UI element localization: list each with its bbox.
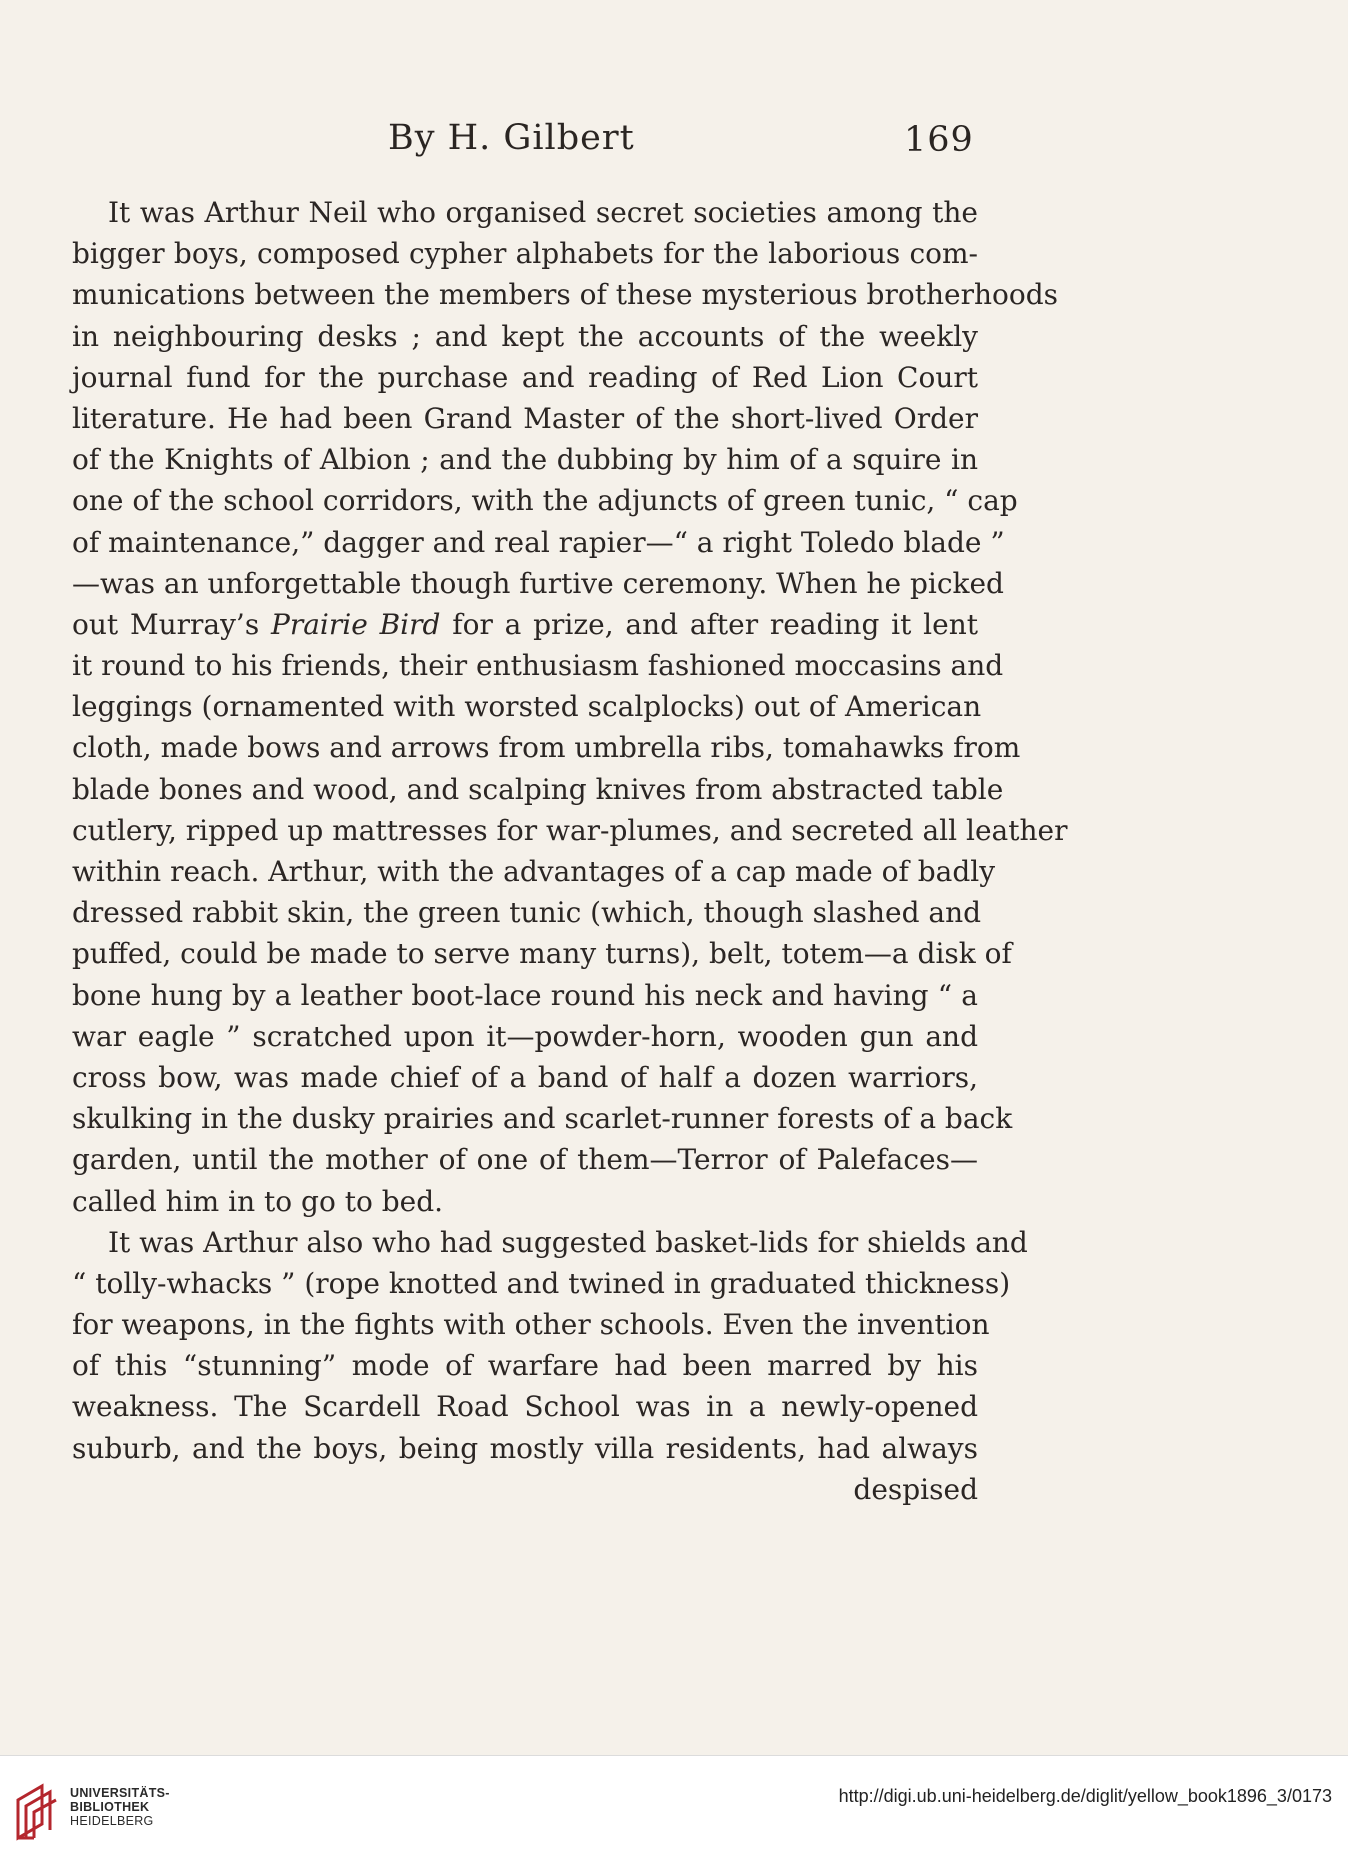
text-line: one of the school corridors, with the adjuncts of green tunic, “ cap <box>72 484 1018 518</box>
text-line: suburb, and the boys, being mostly villa residents, had always <box>72 1431 978 1465</box>
page-header <box>0 118 1348 168</box>
text-line: cloth, made bows and arrows from umbrella ribs, tomahawks from <box>72 731 1021 765</box>
text-line: cross bow, was made chief of a band of half a dozen warriors, <box>72 1060 978 1094</box>
body-text <box>72 192 1068 1510</box>
text-line: It was Arthur Neil who organised secret societies among the <box>108 196 978 229</box>
text-line: blade bones and wood, and scalping knives from abstracted table <box>72 772 1004 806</box>
running-head: By H. Gilbert <box>388 118 635 158</box>
text-line: of this “stunning” mode of warfare had been marred by his <box>72 1349 978 1383</box>
library-name-line: BIBLIOTHEK <box>70 1800 150 1814</box>
text-line: out Murray’s Prairie Bird for a prize, and after reading it lent <box>72 607 978 641</box>
text-line: war eagle ” scratched upon it—powder-horn, wooden gun and <box>72 1019 978 1053</box>
library-name[interactable] <box>70 1786 170 1828</box>
text-line: for weapons, in the fights with other schools. Even the invention <box>72 1308 990 1342</box>
text-line: literature. He had been Grand Master of the short-lived Order <box>72 401 978 435</box>
text-line: cutlery, ripped up mattresses for war-plumes, and secreted all leather <box>72 813 1068 847</box>
source-url-link[interactable]: http://digi.ub.uni-heidelberg.de/diglit/yellow_book1896_3/0173 <box>838 1786 1332 1806</box>
text-line: It was Arthur also who had suggested basket-lids for shields and <box>108 1225 1028 1259</box>
text-line: of maintenance,” dagger and real rapier—“ a right Toledo blade ” <box>72 525 1005 559</box>
text-line: leggings (ornamented with worsted scalplocks) out of American <box>72 690 982 724</box>
library-name-line: UNIVERSITÄTS- <box>70 1786 170 1800</box>
text-line: bone hung by a leather boot-lace round his neck and having “ a <box>72 978 978 1012</box>
text-line: weakness. The Scardell Road School was in a newly-opened <box>72 1390 978 1424</box>
book-title: Prairie Bird <box>271 607 441 641</box>
text-line: —was an unforgettable though furtive ceremony. When he picked <box>72 566 1004 600</box>
text-line: munications between the members of these mysterious brotherhoods <box>72 278 1059 312</box>
viewer-footer <box>0 1755 1348 1874</box>
text-line: skulking in the dusky prairies and scarlet-runner forests of a back <box>72 1102 1013 1136</box>
text-line: journal fund for the purchase and reading of Red Lion Court <box>72 360 978 394</box>
text-line: dressed rabbit skin, the green tunic (which, though slashed and <box>72 896 982 930</box>
text-line: puffed, could be made to serve many turns), belt, totem—a disk of <box>72 937 1012 971</box>
text-line: it round to his friends, their enthusiasm fashioned moccasins and <box>72 649 1004 683</box>
text-line: “ tolly-whacks ” (rope knotted and twined in graduated thickness) <box>72 1266 1011 1300</box>
text-line: of the Knights of Albion ; and the dubbing by him of a squire in <box>72 443 978 477</box>
page-number: 169 <box>904 120 974 160</box>
text-line: within reach. Arthur, with the advantages of a cap made of badly <box>72 855 996 888</box>
catchword: despised <box>853 1472 978 1506</box>
text-line: bigger boys, composed cypher alphabets for the laborious com- <box>72 237 978 271</box>
text-line: in neighbouring desks ; and kept the accounts of the weekly <box>72 319 978 353</box>
text-line: garden, until the mother of one of them—Terror of Palefaces— <box>72 1143 978 1177</box>
library-logo-icon[interactable] <box>12 1780 58 1842</box>
library-name-line: HEIDELBERG <box>70 1814 154 1828</box>
text-line: called him in to go to bed. <box>72 1184 444 1218</box>
